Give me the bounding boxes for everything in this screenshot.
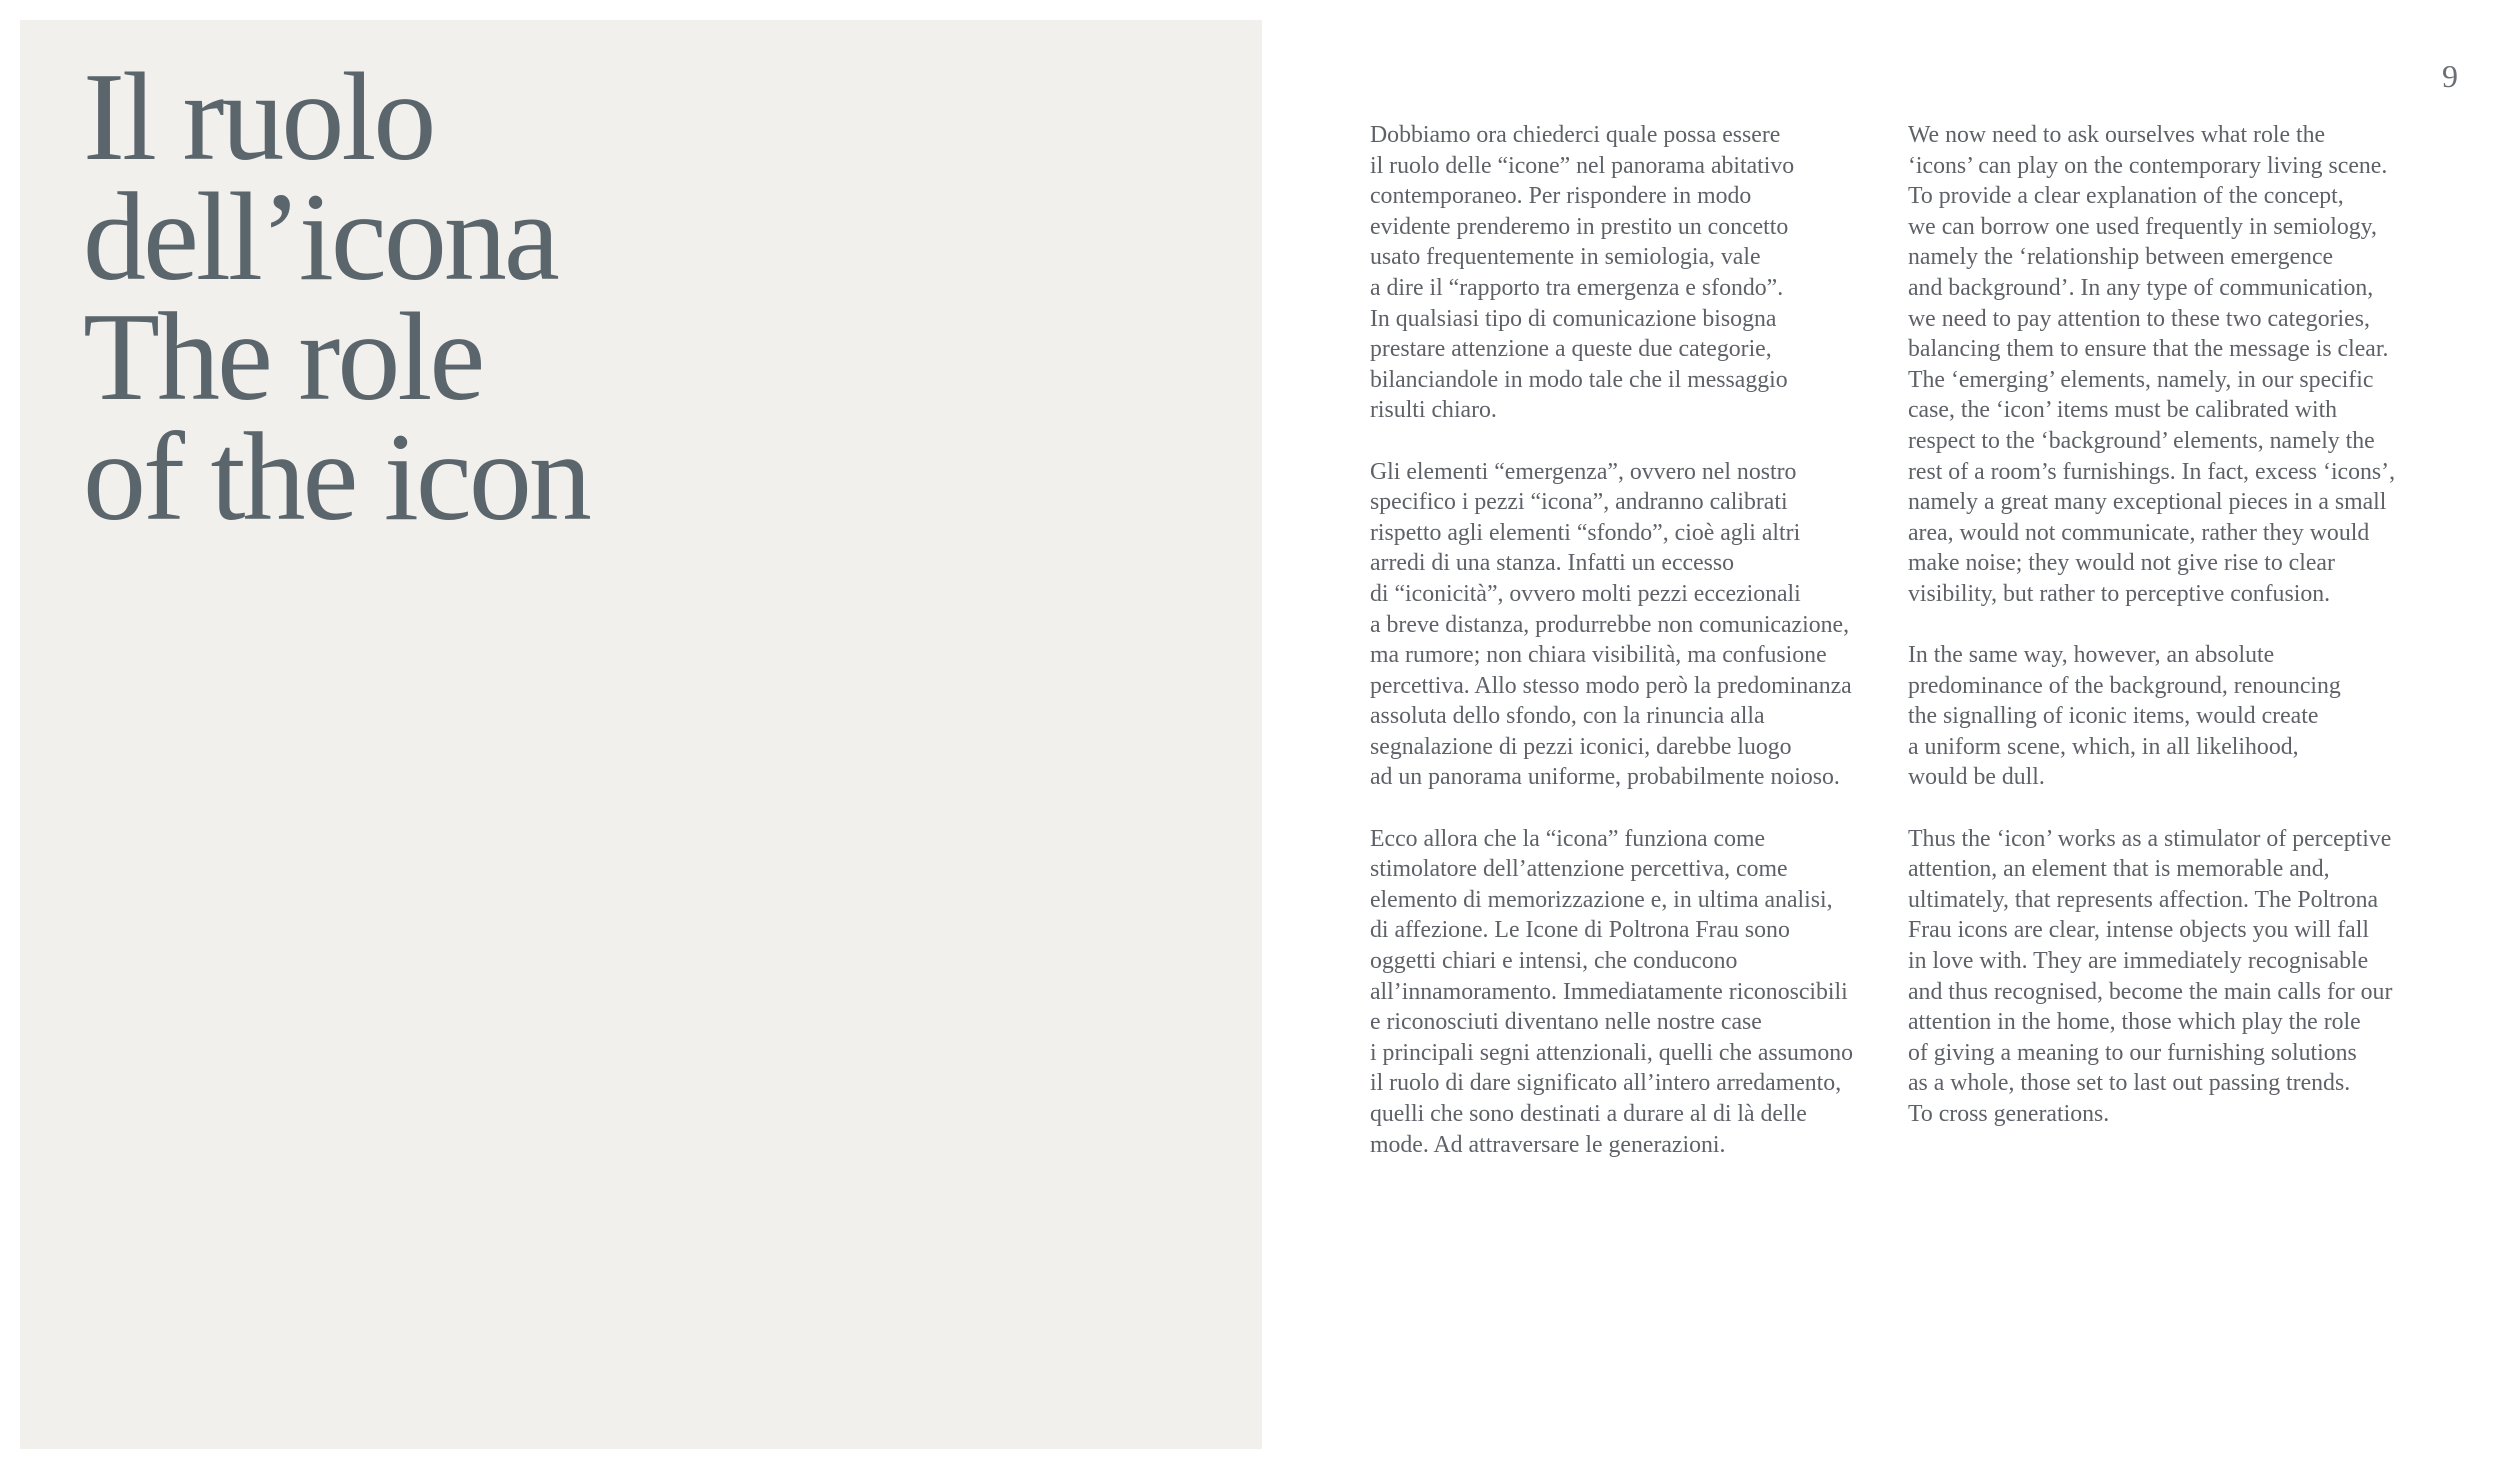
- text-line: The ‘emerging’ elements, namely, in our specific: [1908, 366, 2374, 393]
- text-line: visibility, but rather to perceptive confusion.: [1908, 580, 2331, 607]
- title-line: Il ruolo: [83, 48, 434, 187]
- text-line: oggetti chiari e intensi, che conducono: [1370, 948, 1738, 975]
- text-line: Dobbiamo ora chiederci quale possa essere: [1370, 122, 1781, 148]
- text-line: Ecco allora che la “icona” funziona come: [1370, 825, 1766, 852]
- text-line: quelli che sono destinati a durare al di là delle: [1370, 1101, 1807, 1127]
- text-line: attention in the home, those which play the role: [1908, 1009, 2361, 1036]
- text-line: balancing them to ensure that the message is clear.: [1908, 336, 2389, 363]
- italian-paragraph-1: [1370, 120, 1910, 426]
- page-number: 9: [2442, 58, 2458, 94]
- text-line: In qualsiasi tipo di comunicazione bisogna: [1370, 305, 1777, 332]
- text-line: Gli elementi “emergenza”, ovvero nel nostro: [1370, 458, 1797, 485]
- text-line: respect to the ‘background’ elements, namely the: [1908, 427, 2375, 454]
- text-line: ad un panorama uniforme, probabilmente noioso.: [1370, 764, 1840, 791]
- text-line: area, would not communicate, rather they would: [1908, 519, 2370, 546]
- title-line: dell’icona: [83, 168, 557, 307]
- text-line: a dire il “rapporto tra emergenza e sfondo”.: [1370, 274, 1784, 301]
- text-line: attention, an element that is memorable and,: [1908, 856, 2330, 883]
- text-line: ultimately, that represents affection. The Poltrona: [1908, 886, 2379, 913]
- text-line: bilanciandole in modo tale che il messaggio: [1370, 366, 1788, 393]
- text-line: arredi di una stanza. Infatti un eccesso: [1370, 550, 1735, 577]
- text-line: stimolatore dell’attenzione percettiva, come: [1370, 856, 1788, 883]
- text-line: would be dull.: [1908, 764, 2045, 791]
- text-line: rispetto agli elementi “sfondo”, cioè agli altri: [1370, 519, 1801, 546]
- text-line: rest of a room’s furnishings. In fact, excess ‘icons’,: [1908, 458, 2396, 485]
- text-line: usato frequentemente in semiologia, vale: [1370, 244, 1761, 271]
- text-line: of giving a meaning to our furnishing solutions: [1908, 1039, 2357, 1066]
- italian-paragraph-3: [1370, 824, 1910, 1161]
- english-text-column: [1908, 120, 2453, 1160]
- text-line: in love with. They are immediately recognisable: [1908, 948, 2369, 975]
- italian-paragraph-2: [1370, 457, 1910, 794]
- page-title: [83, 48, 589, 547]
- text-line: To cross generations.: [1908, 1101, 2110, 1127]
- text-line: make noise; they would not give rise to clear: [1908, 550, 2335, 577]
- title-line: The role: [83, 288, 483, 427]
- text-line: i principali segni attenzionali, quelli che assumono: [1370, 1039, 1854, 1066]
- text-line: il ruolo delle “icone” nel panorama abitativo: [1370, 152, 1795, 179]
- text-line: the signalling of iconic items, would create: [1908, 703, 2319, 730]
- text-line: To provide a clear explanation of the concept,: [1908, 183, 2344, 210]
- text-line: we need to pay attention to these two categories,: [1908, 305, 2370, 332]
- text-line: namely a great many exceptional pieces in a small: [1908, 489, 2387, 516]
- text-line: mode. Ad attraversare le generazioni.: [1370, 1131, 1726, 1158]
- english-paragraph-3: [1908, 824, 2453, 1130]
- text-line: as a whole, those set to last out passing trends.: [1908, 1070, 2351, 1097]
- text-line: il ruolo di dare significato all’intero arredamento,: [1370, 1070, 1842, 1097]
- text-line: percettiva. Allo stesso modo però la predominanza: [1370, 672, 1852, 699]
- text-line: predominance of the background, renouncing: [1908, 672, 2341, 699]
- italian-text-column: [1370, 120, 1910, 1191]
- text-line: all’innamoramento. Immediatamente riconoscibili: [1370, 978, 1848, 1005]
- text-line: Frau icons are clear, intense objects you will fall: [1908, 917, 2369, 944]
- title-panel: [20, 20, 1262, 1449]
- title-line: of the icon: [83, 408, 589, 547]
- text-line: segnalazione di pezzi iconici, darebbe luogo: [1370, 733, 1792, 760]
- text-line: a breve distanza, produrrebbe non comunicazione,: [1370, 611, 1850, 638]
- text-line: and thus recognised, become the main calls for our: [1908, 978, 2393, 1005]
- text-line: specifico i pezzi “icona”, andranno calibrati: [1370, 489, 1788, 516]
- text-line: We now need to ask ourselves what role the: [1908, 122, 2326, 148]
- text-line: ma rumore; non chiara visibilità, ma confusione: [1370, 642, 1827, 669]
- text-line: a uniform scene, which, in all likelihood,: [1908, 733, 2299, 760]
- text-line: di “iconicità”, ovvero molti pezzi eccezionali: [1370, 580, 1801, 607]
- text-line: and background’. In any type of communication,: [1908, 274, 2374, 301]
- english-paragraph-1: [1908, 120, 2453, 610]
- text-line: risulti chiaro.: [1370, 397, 1497, 424]
- text-line: di affezione. Le Icone di Poltrona Frau sono: [1370, 917, 1790, 944]
- text-line: ‘icons’ can play on the contemporary living scene.: [1908, 152, 2388, 179]
- text-line: assoluta dello sfondo, con la rinuncia alla: [1370, 703, 1765, 730]
- text-line: contemporaneo. Per rispondere in modo: [1370, 183, 1752, 210]
- text-line: case, the ‘icon’ items must be calibrated with: [1908, 397, 2338, 424]
- text-line: we can borrow one used frequently in semiology,: [1908, 213, 2377, 240]
- text-line: namely the ‘relationship between emergence: [1908, 244, 2334, 271]
- english-paragraph-2: [1908, 640, 2453, 793]
- text-line: e riconosciuti diventano nelle nostre case: [1370, 1009, 1762, 1036]
- text-line: Thus the ‘icon’ works as a stimulator of perceptive: [1908, 825, 2392, 852]
- text-line: In the same way, however, an absolute: [1908, 642, 2275, 669]
- text-line: evidente prenderemo in prestito un concetto: [1370, 213, 1789, 240]
- text-line: prestare attenzione a queste due categorie,: [1370, 336, 1772, 363]
- text-line: elemento di memorizzazione e, in ultima analisi,: [1370, 886, 1833, 913]
